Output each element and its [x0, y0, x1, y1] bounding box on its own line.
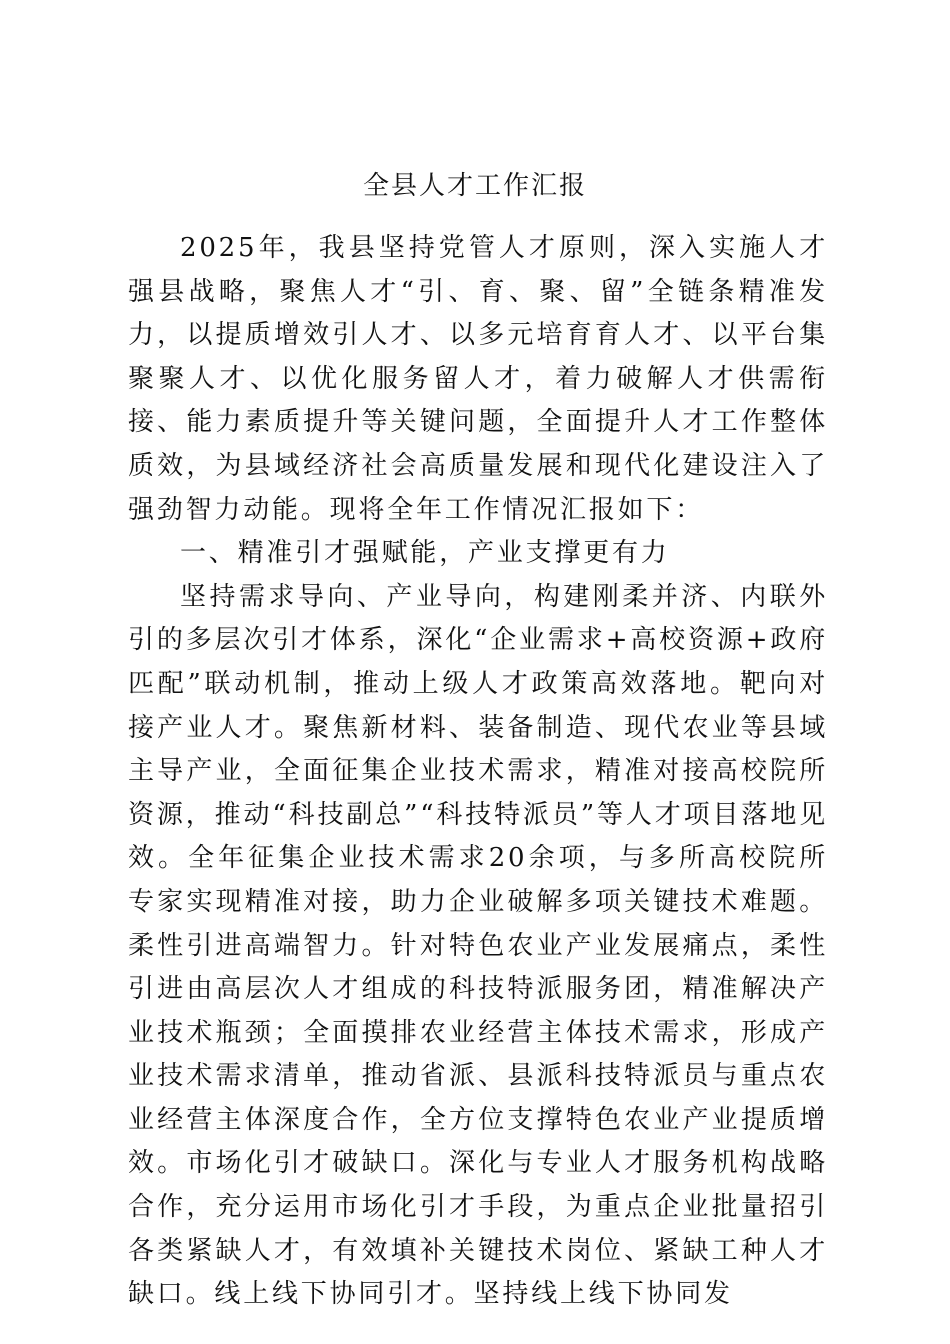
document-title: 全县人才工作汇报 — [362, 171, 587, 201]
section-heading: 一、精准引才强赋能，产业支撑更有力 — [180, 538, 670, 569]
document-body — [128, 227, 828, 1317]
section-paragraph: 坚持需求导向、产业导向，构建刚柔并济、内联外引的多层次引才体系，深化“企业需求+高校资源+政府匹配”联动机制，推动上级人才政策高效落地。靶向对接产业人才。聚焦新材料、装备制造、现代农业等县域主导产业，全面征集企业技术需求，精准对接高校院所资源，推动“科技副总”“科技特派员”等人才项目落地见效。全年征集企业技术需求20余项，与多所高校院所专家实现精准对接，助力企业破解多项关键技术难题。柔性引进高端智力。针对特色农业产业发展痛点，柔性引进由高层次人才组成的科技特派服务团，精准解决产业技术瓶颈；全面摸排农业经营主体技术需求，形成产业技术需求清单，推动省派、县派科技特派员与重点农业经营主体深度合作，全方位支撑特色农业产业提质增效。市场化引才破缺口。深化与专业人才服务机构战略合作，充分运用市场化引才手段，为重点企业批量招引各类紧缺人才，有效填补关键技术岗位、紧缺工种人才缺口。线上线下协同引才。坚持线上线下协同发 — [128, 581, 828, 1310]
intro-paragraph: 2025年，我县坚持党管人才原则，深入实施人才强县战略，聚焦人才“引、育、聚、留”全链条精准发力，以提质增效引人才、以多元培育育人才、以平台集聚聚人才、以优化服务留人才，着力破解人才供需衔接、能力素质提升等关键问题，全面提升人才工作整体质效，为县域经济社会高质量发展和现代化建设注入了强劲智力动能。现将全年工作情况汇报如下： — [128, 233, 828, 525]
